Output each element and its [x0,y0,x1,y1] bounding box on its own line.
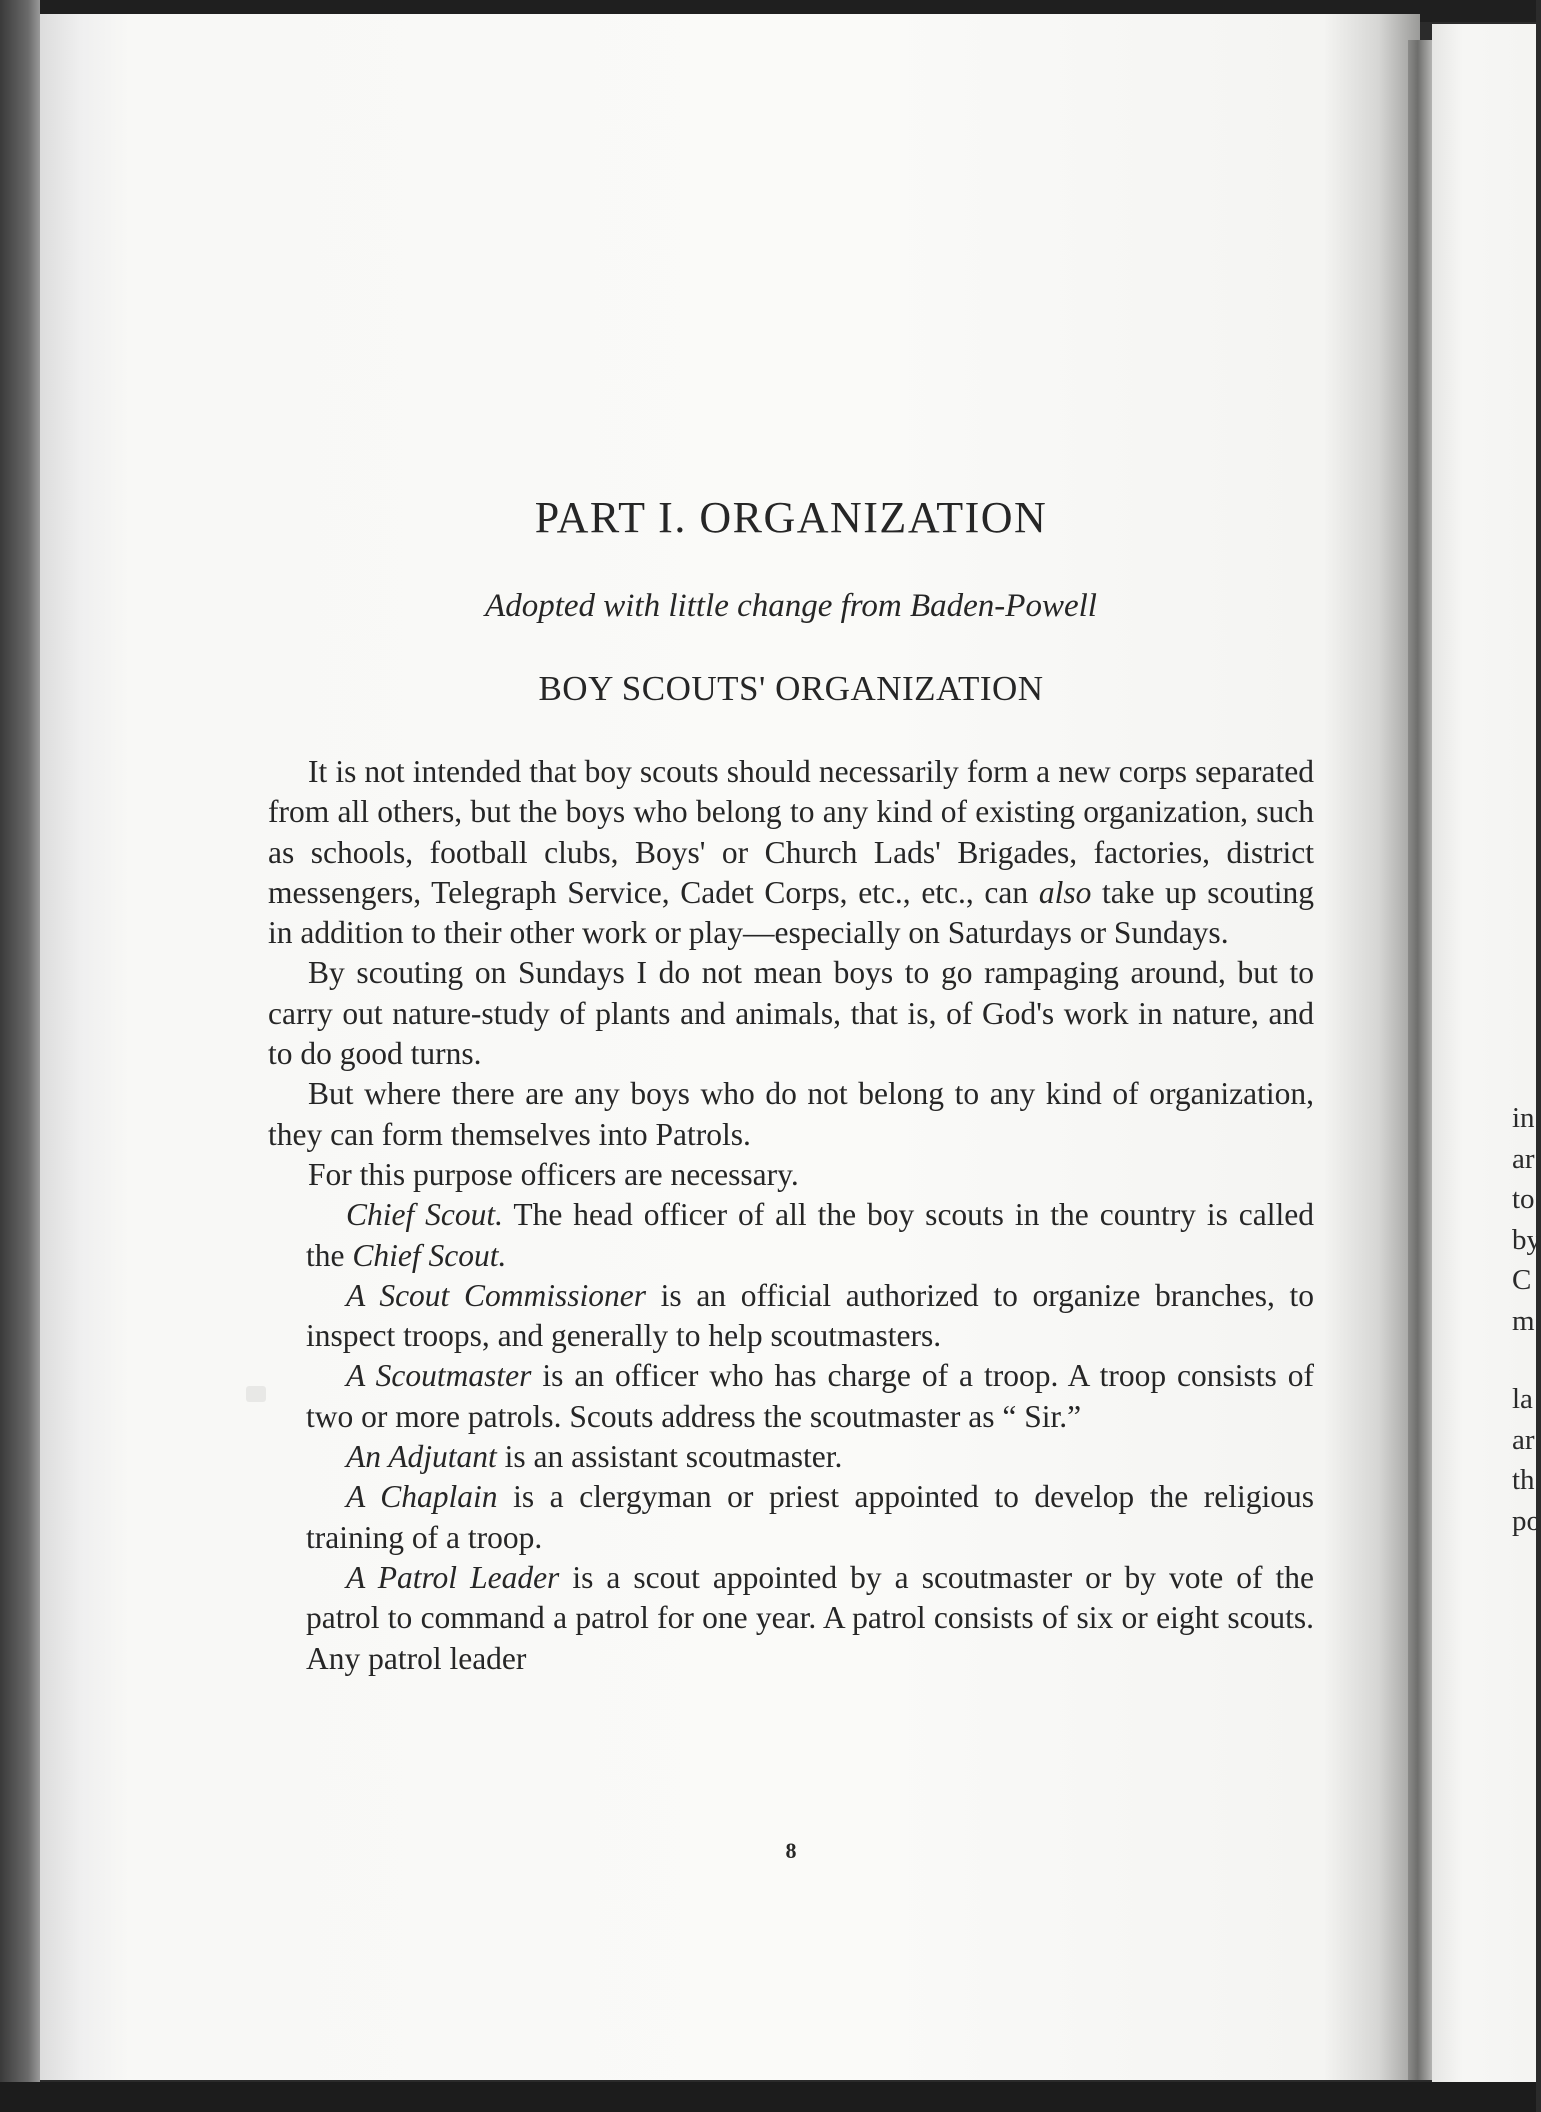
definition-emphasis: Chief Scout. [352,1237,507,1273]
next-page-fragment: m [1512,1304,1535,1337]
definition-text: is an official authorized to organize branches, to inspect troops, and generally to help scoutmasters. [306,1277,1314,1354]
paper-speck [246,1386,266,1402]
paragraph-text: take up scouting in addition to their other work or play—especially on Saturdays or Sundays. [268,874,1314,951]
next-page-fragment: to [1512,1183,1535,1215]
page-subtitle: Adopted with little change from Baden-Powell [485,588,1097,624]
definition-text: is a clergyman or priest appointed to develop the religious training of a troop. [306,1479,1314,1555]
definition-text: is a scout appointed by a scoutmaster or by vote of the patrol to command a patrol for one year. A patrol consists of six or eight scouts. Any patrol leader [306,1559,1314,1676]
definition-text: The head officer of all the boy scouts in the country is called the [306,1197,1314,1273]
next-page-fragments [1512,1098,1541,1541]
next-page-fragment: th [1512,1464,1535,1496]
next-page-fragment: po [1512,1504,1541,1537]
definition-text: is an assistant scoutmaster. [496,1439,843,1475]
paragraph [268,752,1314,953]
paragraph: By scouting on Sundays I do not mean boys to go rampaging around, but to carry out nature-study of plants and animals, that is, of God's work in nature, and to do good turns. [268,955,1314,1072]
book-bottom-edge [0,2082,1536,2112]
definition-term: A Patrol Leader [346,1559,560,1595]
section-heading: BOY SCOUTS' ORGANIZATION [538,669,1044,708]
definition-item [268,1558,1314,1679]
emphasis-text: also [1038,874,1092,910]
page-number: 8 [785,1838,797,1863]
next-page-fragment: ar [1512,1142,1535,1175]
next-page-gap [1512,1341,1536,1379]
book-gutter [1408,40,1432,2080]
paragraph: But where there are any boys who do not belong to any kind of organization, they can form themselves into Patrols. [268,1076,1314,1152]
definition-term: Chief Scout. [346,1197,504,1233]
definition-term: A Scout Commissioner [346,1277,646,1313]
next-page-fragment: ar [1512,1423,1535,1456]
definition-term: A Chaplain [346,1479,498,1515]
next-page-fragment: la [1512,1383,1533,1415]
definition-item [268,1276,1314,1357]
definition-item [268,1356,1314,1437]
body-text [268,752,1314,1679]
paragraph-text: It is not intended that boy scouts should necessarily form a new corps separated from all others, but the boys who belong to any kind of existing organization, such as schools, football clubs, Boys' or Church Lads' Brigades, factories, district messengers, Telegraph Service, Cadet Corps, etc., etc., can [268,754,1314,910]
intro-line: For this purpose officers are necessary. [308,1156,799,1192]
definition-text: is an officer who has charge of a troop. A troop consists of two or more patrols. Scouts address the scoutmaster as “ Sir.” [306,1358,1314,1434]
definition-term: An Adjutant [346,1439,497,1475]
next-page-fragment: C [1512,1264,1532,1296]
definition-term: A Scoutmaster [346,1358,532,1394]
definition-item [268,1437,1314,1477]
next-page-fragment: by [1512,1223,1541,1256]
next-page-fragment: in [1512,1102,1535,1134]
definition-item [268,1195,1314,1276]
definitions-list [268,1195,1314,1679]
page-title: PART I. ORGANIZATION [534,493,1048,542]
book-left-cover [0,0,40,2112]
next-page-edge [1432,24,1541,2082]
definition-item [268,1477,1314,1558]
